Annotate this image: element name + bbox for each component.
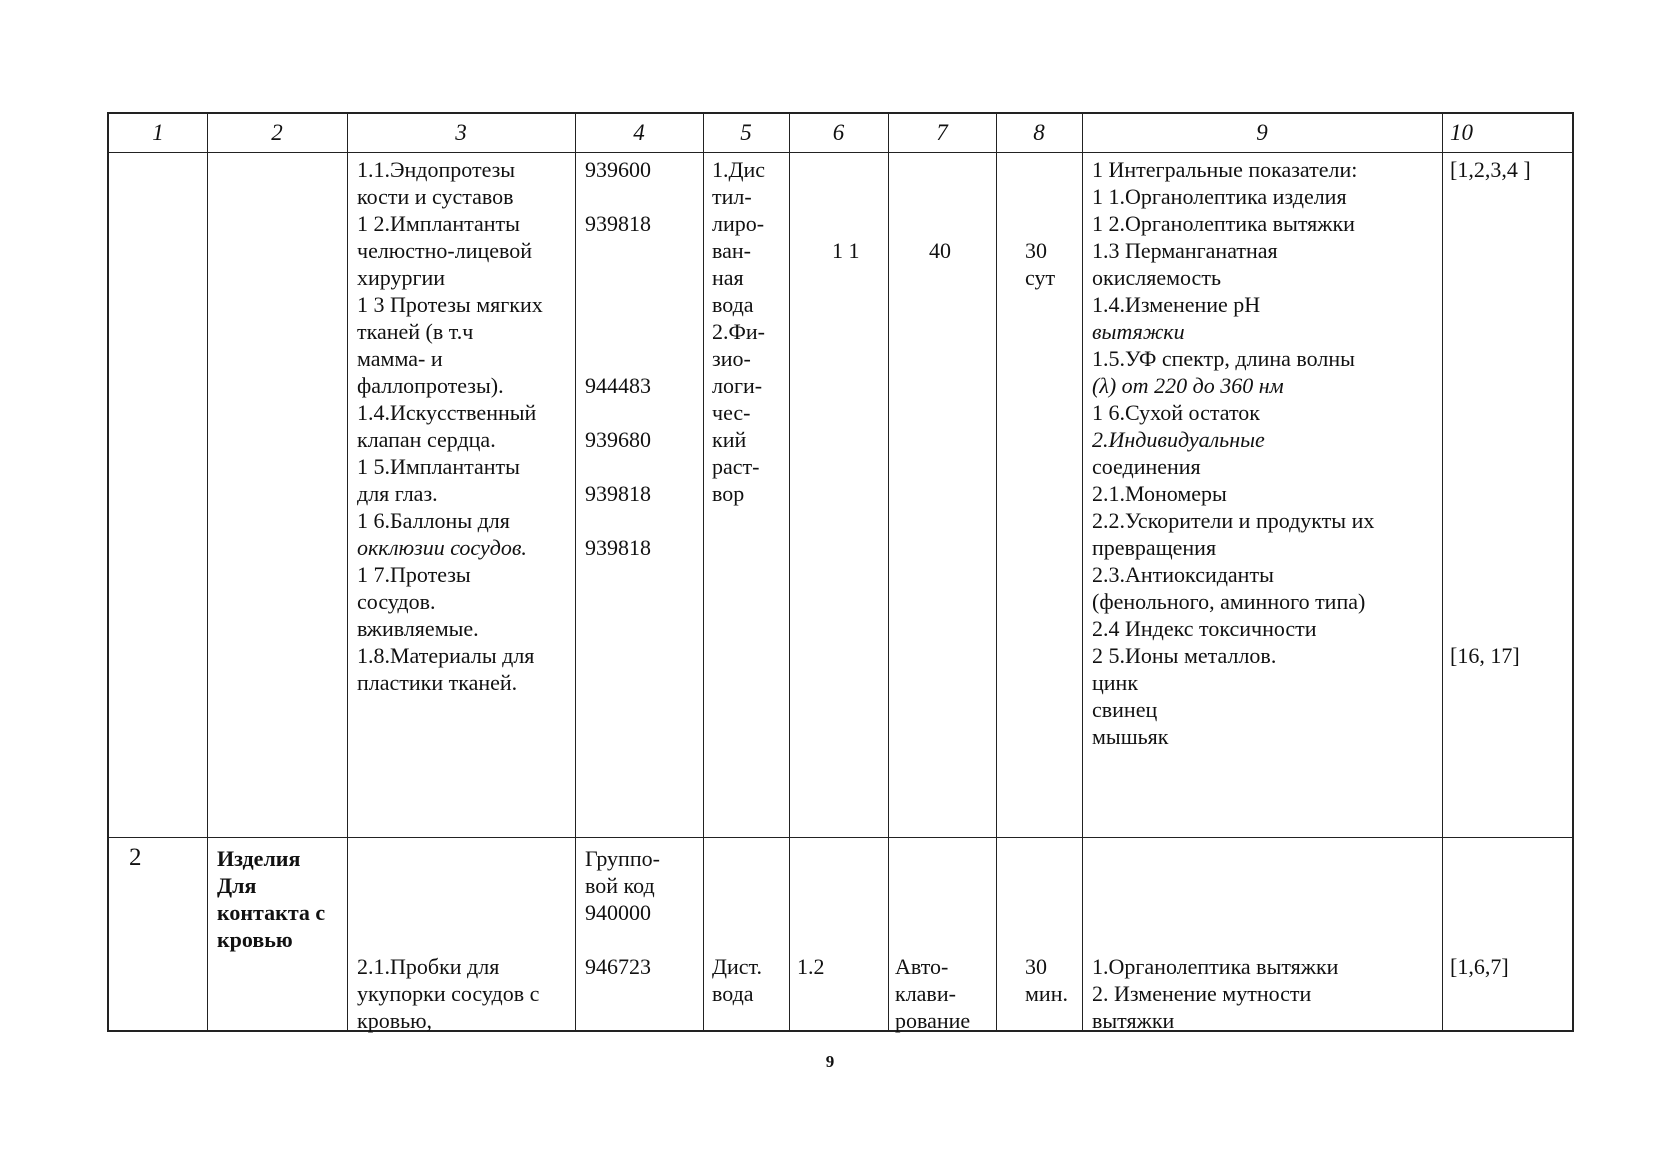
cell-line: кий [712, 427, 747, 452]
cell-line: ван- [712, 238, 751, 263]
column-divider [888, 114, 889, 1030]
cell-line: 946723 [585, 954, 651, 979]
cell-line: 2 5.Ионы металлов. [1092, 643, 1277, 668]
header-cell-2: 2 [271, 120, 283, 145]
header-cell-10: 10 [1450, 120, 1473, 145]
cell-line: 1 1.Органолептика изделия [1092, 184, 1347, 209]
column-divider [1442, 114, 1443, 1030]
cell-line: 1 5.Имплантанты [357, 454, 520, 479]
cell-line: 1.4.Изменение pH [1092, 292, 1261, 317]
header-cell-9: 9 [1256, 120, 1268, 145]
cell-line: 30 [1025, 238, 1047, 263]
cell-line: для глаз. [357, 481, 438, 506]
header-cell-4: 4 [633, 120, 645, 145]
cell-line: 30 [1025, 954, 1047, 979]
cell-line: чес- [712, 400, 751, 425]
cell-ratio: 1 1 [832, 238, 860, 263]
cell-line: челюстно-лицевой [357, 238, 533, 263]
column-divider [703, 114, 704, 1030]
cell-duration [1025, 237, 1055, 291]
cell-line: 1.4.Искусственный [357, 400, 537, 425]
header-cell-7: 7 [936, 120, 948, 145]
cell-group-name [217, 845, 325, 953]
cell-line: ная [712, 265, 744, 290]
cell-line: 1.Органолептика вытяжки [1092, 954, 1339, 979]
cell-line: цинк [1092, 670, 1139, 695]
cell-line: 1 2.Имплантанты [357, 211, 520, 236]
cell-line: 939818 [585, 211, 651, 236]
cell-line: тил- [712, 184, 752, 209]
cell-items-list [357, 156, 543, 696]
cell-line [585, 453, 651, 480]
cell-line: сут [1025, 265, 1056, 290]
column-divider [1082, 114, 1083, 1030]
cell-line: 1 7.Протезы [357, 562, 471, 587]
page-number: 9 [825, 1052, 835, 1071]
cell-line: зио- [712, 346, 751, 371]
cell-extractant [712, 953, 762, 1007]
cell-line: кости и суставов [357, 184, 514, 209]
cell-line: сосудов. [357, 589, 436, 614]
cell-line [585, 345, 651, 372]
cell-line: мин. [1025, 981, 1068, 1006]
cell-items-list [357, 953, 539, 1034]
cell-line: 1 6.Сухой остаток [1092, 400, 1260, 425]
cell-line: 944483 [585, 373, 651, 398]
header-divider [109, 152, 1572, 153]
cell-line [585, 183, 651, 210]
cell-line [585, 507, 651, 534]
row-divider [109, 837, 1572, 838]
cell-line: 1 Интегральные показатели: [1092, 157, 1358, 182]
cell-indicators [1092, 156, 1374, 750]
header-cell-6: 6 [832, 120, 845, 145]
cell-line: мышьяк [1092, 724, 1169, 749]
cell-line: 939818 [585, 535, 651, 560]
cell-indicators [1092, 953, 1338, 1034]
cell-references: [1,2,3,4 ] [1450, 157, 1531, 182]
cell-line: логи- [712, 373, 763, 398]
cell-line: превращения [1092, 535, 1217, 560]
cell-line: вытяжки [1092, 1008, 1175, 1033]
header-cell-5: 5 [740, 120, 752, 145]
header-cell-8: 8 [1033, 120, 1045, 145]
cell-line: Для [217, 873, 257, 898]
cell-line [585, 318, 651, 345]
column-divider [789, 114, 790, 1030]
cell-line: (фенольного, аминного типа) [1092, 589, 1366, 614]
cell-line: тканей (в т.ч [357, 319, 474, 344]
cell-line [585, 926, 660, 953]
cell-line: 1.3 Перманганатная [1092, 238, 1278, 263]
cell-line: 1.Дис [712, 157, 766, 182]
cell-line: 940000 [585, 900, 651, 925]
cell-line [585, 237, 651, 264]
cell-line: 1.8.Материалы для [357, 643, 535, 668]
cell-line: Группо- [585, 846, 660, 871]
column-divider [347, 114, 348, 1030]
cell-line: клапан сердца. [357, 427, 496, 452]
cell-line: 939600 [585, 157, 651, 182]
column-divider [207, 114, 208, 1030]
cell-line: 2.Фи- [712, 319, 765, 344]
cell-line: 1.5.УФ спектр, длина волны [1092, 346, 1355, 371]
cell-line: укупорки сосудов с [357, 981, 540, 1006]
column-divider [996, 114, 997, 1030]
cell-line: 2.1.Мономеры [1092, 481, 1227, 506]
cell-line: Изделия [217, 846, 301, 871]
cell-line: рование [895, 1008, 971, 1033]
cell-row-number: 2 [129, 844, 142, 871]
cell-line: окисляемость [1092, 265, 1221, 290]
cell-line: 939818 [585, 481, 651, 506]
cell-line: 2. Изменение мутности [1092, 981, 1312, 1006]
cell-line: свинец [1092, 697, 1158, 722]
cell-line: хирургии [357, 265, 446, 290]
cell-line: 1 6.Баллоны для [357, 508, 510, 533]
cell-line: 2.4 Индекс токсичности [1092, 616, 1317, 641]
cell-line: окклюзии сосудов. [357, 535, 527, 560]
cell-line: Дист. [712, 954, 763, 979]
cell-line: 939680 [585, 427, 651, 452]
cell-line: 1 3 Протезы мягких [357, 292, 543, 317]
header-cell-3: 3 [455, 120, 467, 145]
cell-line: кровью [217, 927, 293, 952]
cell-line: 1.1.Эндопротезы [357, 157, 516, 182]
cell-line: фаллопротезы). [357, 373, 504, 398]
cell-line: (λ) от 220 до 360 нм [1092, 373, 1284, 398]
cell-line: лиро- [712, 211, 765, 236]
cell-ratio: 1.2 [797, 954, 825, 979]
cell-line [585, 291, 651, 318]
cell-references: [16, 17] [1450, 643, 1520, 668]
cell-line: контакта с [217, 900, 326, 925]
cell-line: вода [712, 981, 754, 1006]
cell-duration [1025, 953, 1068, 1007]
cell-references: [1,6,7] [1450, 954, 1509, 979]
header-cell-1: 1 [152, 120, 164, 145]
cell-line: кровью, [357, 1008, 433, 1033]
cell-line: 2.1.Пробки для [357, 954, 500, 979]
cell-group-code [585, 845, 660, 980]
column-divider [575, 114, 576, 1030]
cell-line: 2.Индивидуальные [1092, 427, 1265, 452]
cell-extractant [712, 156, 765, 507]
cell-line: вживляемые. [357, 616, 479, 641]
cell-line: соединения [1092, 454, 1201, 479]
cell-line [585, 399, 651, 426]
cell-line: клави- [895, 981, 956, 1006]
cell-line: раст- [712, 454, 760, 479]
cell-line: вытяжки [1092, 319, 1185, 344]
cell-line: 1 2.Органолептика вытяжки [1092, 211, 1355, 236]
cell-line: вор [712, 481, 745, 506]
cell-line [585, 264, 651, 291]
cell-line: вой код [585, 873, 655, 898]
cell-line: Авто- [895, 954, 949, 979]
cell-method [895, 953, 970, 1034]
cell-line: мамма- и [357, 346, 443, 371]
cell-line: вода [712, 292, 754, 317]
cell-line: пластики тканей. [357, 670, 518, 695]
cell-line: 2.2.Ускорители и продукты их [1092, 508, 1375, 533]
cell-line: 2.3.Антиоксиданты [1092, 562, 1274, 587]
cell-codes [585, 156, 651, 561]
cell-temperature: 40 [929, 238, 951, 263]
data-table [107, 112, 1574, 1032]
